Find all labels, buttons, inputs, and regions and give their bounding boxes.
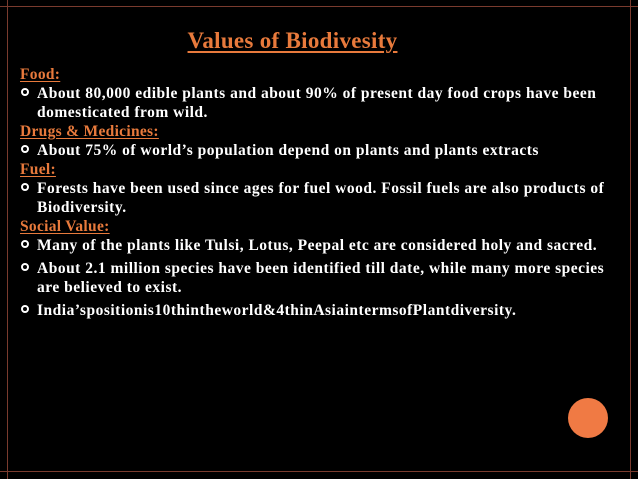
bullet-item: [20, 84, 610, 122]
bullet-text: About 75% of world’s population depend on plants and plants extracts: [37, 142, 539, 159]
bullet-item: [20, 179, 610, 217]
bullet-text: About 2.1 million species have been identified till date, while many more species are believed to exist.: [37, 260, 605, 296]
decorative-circle: [568, 398, 608, 438]
slide-border-top: [0, 6, 638, 7]
slide-border-bottom: [0, 471, 638, 472]
bullet-item: [20, 301, 610, 320]
circle-bullet-icon: [20, 84, 37, 103]
section-heading-drugs-medicines: Drugs & Medicines:: [20, 123, 159, 140]
bullet-item: [20, 141, 610, 160]
bullet-text: About 80,000 edible plants and about 90% of present day food crops have been domesticated from wild.: [37, 85, 597, 121]
bullet-text: Many of the plants like Tulsi, Lotus, Peepal etc are considered holy and sacred.: [37, 237, 598, 254]
circle-bullet-icon: [20, 179, 37, 198]
circle-bullet-icon: [20, 301, 37, 320]
bullet-text: India’spositionis10thintheworld&4thinAsiaintermsofPlantdiversity.: [37, 302, 517, 319]
bullet-item: [20, 236, 610, 255]
slide-title: Values of Biodivesity: [187, 28, 398, 53]
bullet-text: Forests have been used since ages for fuel wood. Fossil fuels are also products of Biodiversity.: [37, 180, 605, 216]
slide-content: [20, 65, 610, 320]
section-heading-food: Food:: [20, 66, 61, 83]
circle-bullet-icon: [20, 236, 37, 255]
slide-border-right: [630, 0, 631, 479]
slide-border-left: [7, 0, 8, 479]
section-heading-social-value: Social Value:: [20, 218, 110, 235]
bullet-item: [20, 259, 610, 297]
circle-bullet-icon: [20, 141, 37, 160]
circle-bullet-icon: [20, 259, 37, 278]
section-heading-fuel: Fuel:: [20, 161, 56, 178]
